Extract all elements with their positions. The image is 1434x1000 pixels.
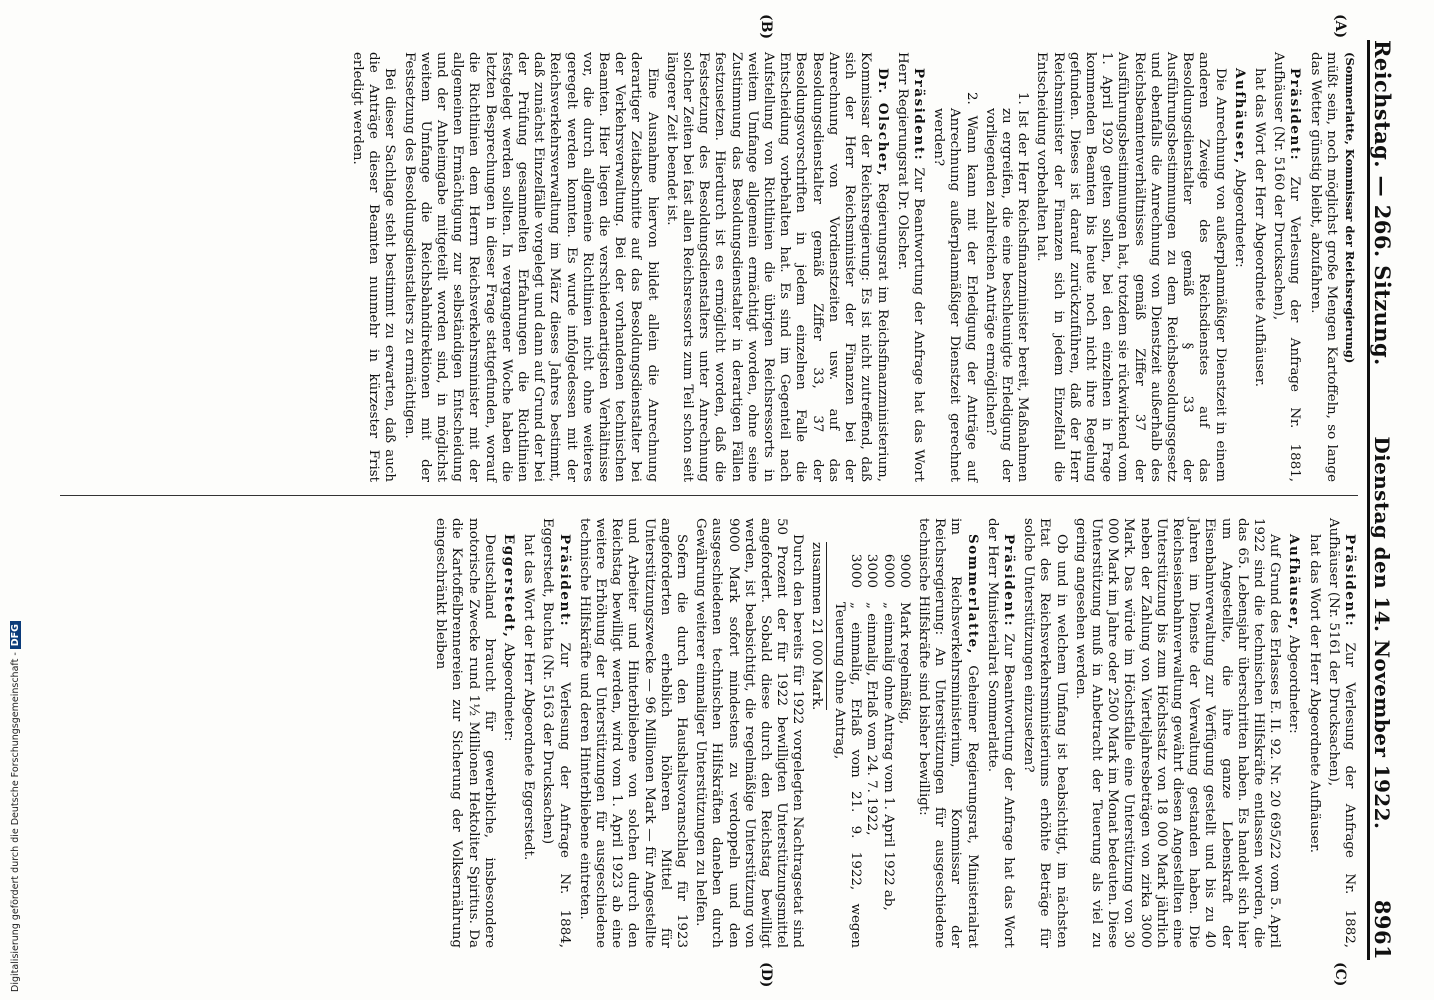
- speaker-name: Präsident:: [1342, 534, 1358, 628]
- header-date: Dienstag den 14. November 1922.: [1370, 436, 1394, 830]
- left-column: [346, 52, 1358, 482]
- paragraph: müßt sein, noch möglichst große Mengen Kartoffeln, so lange das Wetter günstig bleibt, abzufahren.: [1307, 52, 1339, 482]
- speaker-continuation: (Sommerlatte, Kommissar der Reichsregierung): [1343, 52, 1357, 364]
- support-table: [808, 518, 912, 948]
- speaker-name: Dr. Olscher,: [874, 68, 891, 177]
- total-amount: zusammen 21 000 Mark.: [808, 542, 827, 710]
- paragraph: hat das Wort der Herr Abgeordnete Eggerstedt.: [521, 534, 537, 861]
- paragraph: Durch den bereits für 1922 vorgelegten Nachtragsetat sind 50 Prozent der für 1922 bewilligten Unterstützungsmittel angefordert. Sobald diese durch den Reichstag bewilligt werden, ist beabsichtigt, die regelmäßige Unterstützung von 9000 Mark sofort mindestens zu verdoppeln und den ausgeschiedenen technischen Hilfskräften daneben durch Gewährung weiterer einmaliger Unterstützungen zu helfen.: [693, 518, 806, 948]
- table-row: [863, 518, 879, 948]
- digitization-sidebar: [0, 0, 20, 1000]
- question-item: 1. Ist der Herr Reichsfinanzminister bereit, Maßnahmen zu ergreifen, die eine beschleunigte Erledigung der vorliegenden zahlreichen Anträge ermöglichen?: [982, 92, 1031, 482]
- paragraph: Sofern die durch den Haushaltsvoranschlag für 1923 angeforderten erheblich höheren Mittel für Unterstützungszwecke — 96 Millionen Mark — für Angestellte und Arbeiter und Hinterbliebene von solchen durch den Reichstag bewilligt werden, wird vom 1. April 1923 ab eine weitere Erhöhung der Unterstützungen für ausgeschiedene technische Hilfskräfte und deren Hinterbliebene eintreten.: [576, 518, 690, 948]
- paragraph: Aufhäuser, Abgeordneter:: [1231, 68, 1248, 268]
- paragraph: Deutschland braucht für gewerbliche, insbesondere motorische Zwecke rund 1½ Millionen Hektoliter Spiritus. Da die Kartoffelbrennereien zur Sicherung der Volksernährung eingeschränkt bleiben: [433, 518, 497, 948]
- margin-marker-c: (C): [1332, 962, 1348, 987]
- paragraph: Präsident: Zur Beantwortung der Anfrage hat das Wort Herr Regierungsrat Dr. Olscher.: [894, 52, 927, 482]
- column-divider: [60, 495, 1358, 496]
- table-row: [879, 518, 895, 948]
- paragraph: Ob und in welchem Umfang ist beabsichtigt, im nächsten Etat des Reichsverkehrsministeriums erhöhte Beträge für solche Unterstützungen einzusetzen?: [1021, 518, 1069, 948]
- paragraph: Präsident: Zur Verlesung der Anfrage Nr. 1881, Aufhäuser (Nr. 5160 der Drucksachen),: [1271, 52, 1304, 483]
- paragraph: Aufhäuser, Abgeordneter:: [1286, 534, 1303, 734]
- margin-marker-b: (B): [758, 14, 774, 40]
- paragraph: Eggerstedt, Abgeordneter:: [501, 534, 518, 742]
- speaker-name: Eggerstedt,: [501, 534, 518, 639]
- paragraph: Die Anrechnung von außerplanmäßiger Dienstzeit in einem anderen Zweige des Reichsdienstes auf das Besoldungsdienstalter gemäß § 33 der Ausführungsbestimmungen zu dem Reichsbesoldungsgesetz und ebenfalls die Anrechnung von Dienstzeit außerhalb des Reichsbeamtenverhältnisses gemäß Ziffer 37 der Ausführungsbestimmungen hat, trotzdem sie rückwirkend vom 1. April 1920 gelten sollen, bei den einzelnen in Frage kommenden Beamten bis heute noch nicht ihre Regelung gefunden. Dieses ist darauf zurückzuführen, daß der Herr Reichsminister der Finanzen sich in jedem Einzelfall die Entscheidung vorbehalten hat.: [1034, 52, 1228, 482]
- margin-marker-a: (A): [1332, 14, 1348, 39]
- paragraph: Dr. Olscher, Regierungsrat im Reichsfinanzministerium, Kommissar der Reichsregierung: Es ist nicht zutreffend, daß sich der Herr Reichsminister der Finanzen bei der Anrechnung von Vordienstzeiten usw. auf das Besoldungsdienstalter gemäß Ziffer 33, 37 der Besoldungsvorschriften in jedem einzelnen Falle die Entscheidung vorbehalten hat. Es sind im Gegenteil nach Aufstellung von Richtlinien die übrigen Reichsressorts in weitem Umfange allgemein ermächtigt worden, ohne seine Zustimmung das Besoldungsdienstalter in derartigen Fällen festzusetzen. Hierdurch ist es ermöglicht worden, daß die Festsetzung des Besoldungsdienstalters unter Anrechnung solcher Zeiten bei fast allen Reichsressorts zum Teil schon seit längerer Zeit beendet ist.: [663, 52, 891, 483]
- credit-text: Digitalisierung gefördert durch die Deutsche Forschungsgemeinschaft -: [10, 652, 21, 992]
- speaker-name: Präsident:: [1000, 534, 1017, 628]
- paragraph: hat das Wort der Herr Abgeordnete Aufhäuser.: [1306, 534, 1322, 854]
- amount: 6000: [880, 553, 896, 588]
- speaker-name: Präsident:: [1287, 68, 1304, 162]
- digitization-credit: [10, 621, 21, 992]
- amount: 9000: [896, 553, 912, 588]
- amount: 3000: [864, 553, 880, 588]
- margin-marker-d: (D): [758, 962, 774, 988]
- speaker-name: Sommerlatte,: [964, 534, 981, 656]
- right-column: [429, 518, 1358, 948]
- paragraph: Bei dieser Sachlage steht bestimmt zu erwarten, daß auch die Anträge dieser Beamten nunmehr in kürzester Frist erledigt werden.: [350, 52, 398, 482]
- header-left: Reichstag. — 266. Sitzung.: [1370, 40, 1395, 366]
- speaker-name: Präsident:: [556, 534, 573, 628]
- amount-description: „ einmalig ohne Antrag vom 1. April 1922 ab,: [880, 602, 896, 911]
- speaker-name: Aufhäuser,: [1231, 68, 1248, 165]
- table-total: [808, 518, 827, 948]
- paragraph: Sommerlatte, Geheimer Regierungsrat, Ministerialrat im Reichsverkehrsministerium, Kommissar der Reichsregierung: An Unterstützungen für ausgeschiedene technische Hilfskräfte sind bisher bewilligt:: [915, 518, 981, 948]
- speaker-name: Präsident:: [910, 68, 927, 162]
- amount-description: Mark regelmäßig,: [896, 602, 912, 725]
- table-row: [831, 518, 863, 948]
- question-item: 2. Wann kann mit der Erledigung der Anträge auf Anrechnung außerplanmäßiger Dienstzeit gerechnet werden?: [931, 92, 979, 482]
- page-header: [1367, 40, 1406, 960]
- paragraph: Präsident: Zur Beantwortung der Anfrage hat das Wort der Herr Ministerialrat Sommerlatte.: [984, 518, 1017, 948]
- amount: 3000: [848, 553, 864, 588]
- amount-description: „ einmalig, Erlaß vom 21. 9. 1922, wegen Teuerung ohne Antrag,: [831, 602, 864, 948]
- table-row: [896, 518, 912, 948]
- speaker-name: Aufhäuser,: [1286, 534, 1303, 631]
- paragraph: Präsident: Zur Verlesung der Anfrage Nr. 1882, Aufhäuser (Nr. 5161 der Drucksachen),: [1325, 518, 1358, 949]
- amount-description: „ einmalig, Erlaß vom 24. 7. 1922,: [864, 602, 880, 836]
- paragraph: Auf Grund des Erlasses E. II. 92. Nr. 20 695/22 vom 5. April 1922 sind die technischen Hilfskräfte entlassen worden, die das 65. Lebensjahr überschritten haben. Es handelt sich hier um Angestellte, die ihre ganze Lebenskraft der Eisenbahnverwaltung zur Verfügung gestellt und bis zu 40 Jahren im Dienste der Verwaltung gestanden haben. Die Reichseisenbahnverwaltung gewährt diesen Angestellten eine Unterstützung bis zum Höchstsatz von 18 000 Mark jährlich neben der Zahlung von Vierteljahresbeträgen von zirka 3000 Mark. Das würde im Höchstfalle eine Unterstützung von 30 000 Mark im Jahre oder 2500 Mark im Monat bedeuten. Diese Unterstützung muß in Anbetracht der Teuerung als viel zu gering angesehen werden.: [1072, 518, 1283, 948]
- dfg-logo: DFG: [10, 621, 21, 649]
- paragraph: Präsident: Zur Verlesung der Anfrage Nr. 1884, Eggerstedt, Buchta (Nr. 5163 der Drucksachen): [540, 518, 573, 949]
- page-number: 8961: [1370, 899, 1395, 960]
- paragraph: hat das Wort der Herr Abgeordnete Aufhäuser.: [1251, 68, 1267, 388]
- paragraph: Eine Ausnahme hiervon bildet allein die Anrechnung derartiger Zeitabschnitte auf das Besoldungsdienstalter bei der Verkehrsverwaltung. Bei der vorhandenen technischen Beamten. Hier liegen die verschiedenartigsten Verhältnisse vor, die durch allgemeine Richtlinien nicht ohne weiteres geregelt werden konnten. Es wurde infolgedessen mit der Reichsverkehrsverwaltung im März dieses Jahres bestimmt, daß zunächst Einzelfälle vorgelegt und dann auf Grund der bei der Prüfung gesammelten Erfahrungen die Richtlinien festgelegt werden sollten. In vergangener Woche haben die letzten Besprechungen in dieser Frage stattgefunden, worauf die Richtlinien dem Herrn Reichsverkehrsminister mit der allgemeinen Ermächtigung zur selbständigen Entscheidung und der Anheimgabe mitgeteilt worden sind, in möglichst weitem Umfange die Reichsbahndirektionen mit der Festsetzung des Besoldungsdienstalters zu ermächtigen.: [401, 52, 660, 482]
